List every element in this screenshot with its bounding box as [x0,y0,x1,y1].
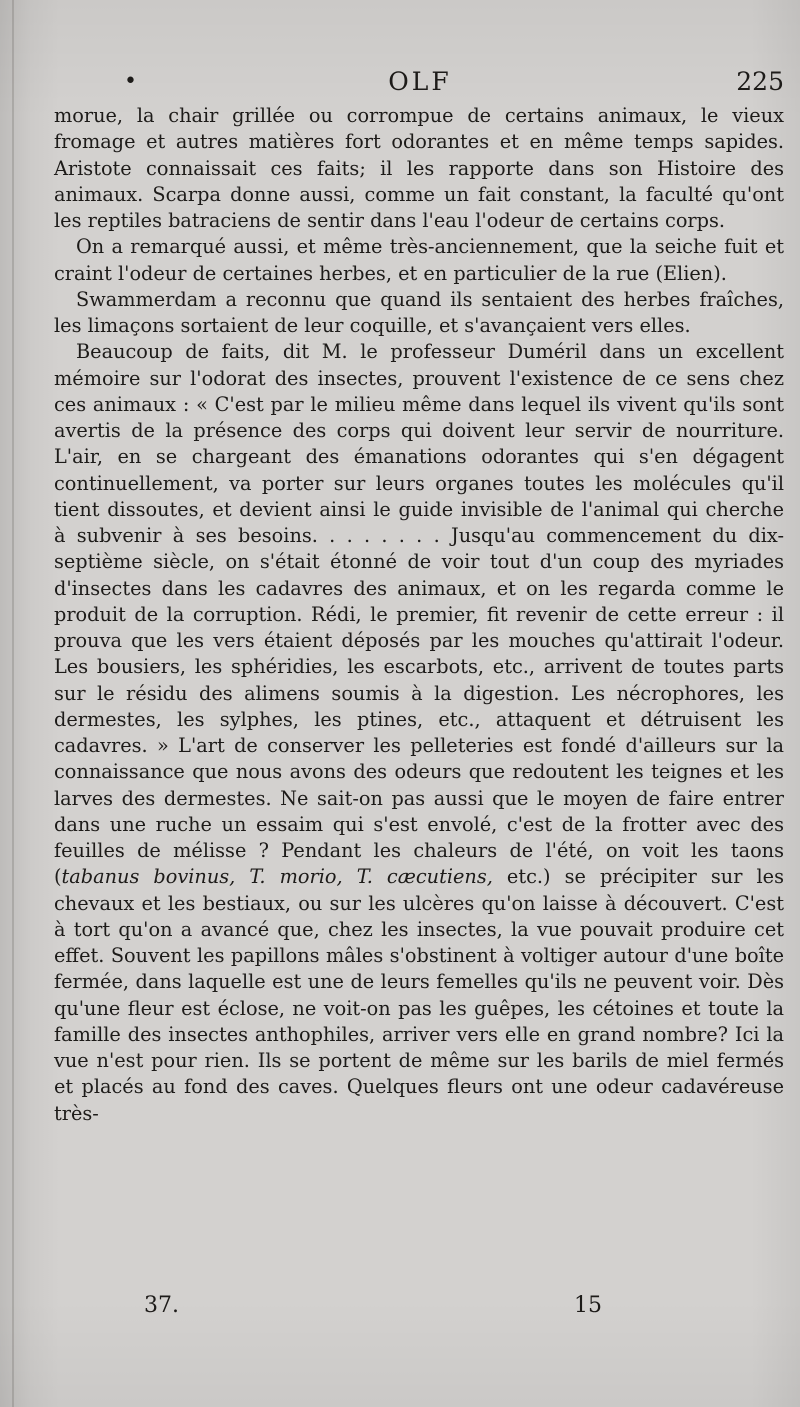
species-names-italic: tabanus bovinus, T. morio, T. cæcutiens, [61,865,493,889]
page-number: 225 [736,67,784,96]
page-footer [56,1288,784,1324]
paragraph-swammerdam: Swammerdam a reconnu que quand ils sentaient des herbes fraîches, les limaçons sortaient de leur coquille, et s'avançaient vers elles. [54,287,784,337]
paragraph-dumeril-text-before: Beaucoup de faits, dit M. le professeur Duméril dans un excellent mémoire sur l'odorat des insectes, prouvent l'existence de ce sens chez ces animaux : « C'est par le milieu même dans lequel ils vivent qu'ils sont avertis de la présence des corps qui doivent leur servir de nourriture. L'air, en se chargeant des émanations odorantes qui s'en dégagent continuellement, va porter sur leurs organes toutes les molécules qu'il tient dissoutes, et devient ainsi le guide invisible de l'animal qui cherche à subvenir à ses besoins. . . . . . . . Jusqu'au commencement du dix-septième siècle, on s'était étonné de voir tout d'un coup des myriades d'insectes dans les cadavres des animaux, et on les regarda comme le produit de la corruption. Rédi, le premier, fit revenir de cette erreur : il prouva que les vers étaient déposés par les mouches qu'attirait l'odeur. Les bousiers, les sphéridies, les escarbots, etc., arrivent de toutes parts sur le résidu des alimens soumis à la digestion. Les nécrophores, les dermestes, les sylphes, les ptines, etc., attaquent et détruisent les cadavres. » L'art de conserver les pelleteries est fondé d'ailleurs sur la connaissance que nous avons des odeurs que redoutent les teignes et les larves des dermestes. Ne sait-on pas aussi que le moyen de faire entrer dans une ruche un essaim qui s'est envolé, c'est de la frotter avec des feuilles de mélisse ? Pendant les chaleurs de l'été, on voit les taons ( [54,340,784,889]
paragraph-dumeril-text-after: etc.) se précipiter sur les chevaux et les bestiaux, ou sur les ulcères qu'on laisse à découvert. C'est à tort qu'on a avancé que, chez les insectes, la vue pouvait produire cet effet. Souvent les papillons mâles s'obstinent à voltiger autour d'une boîte fermée, dans laquelle est une de leurs femelles qu'ils ne peuvent voir. Dès qu'une fleur est éclose, ne voit-on pas les guêpes, les cétoines et toute la famille des insectes anthophiles, arriver vers elle en grand nombre? Ici la vue n'est pour rien. Ils se portent de même sur les barils de miel fermés et placés au fond des caves. Quelques fleurs ont une odeur cadavéreuse très- [54,865,784,1125]
paragraph-dumeril [54,339,784,1127]
paragraph-seiche: On a remarqué aussi, et même très-anciennement, que la seiche fuit et craint l'odeur de certaines herbes, et en particulier de la rue (Elien). [54,235,784,285]
paragraph-continuation: morue, la chair grillée ou corrompue de certains animaux, le vieux fromage et autres matières fort odorantes et en même temps sapides. Aristote connaissait ces faits; il les rapporte dans son Histoire des animaux. Scarpa donne aussi, comme un fait constant, la faculté qu'ont les reptiles batraciens de sentir dans l'eau l'odeur de certains corps. [54,104,784,232]
body-text [54,103,784,1127]
signature-mark-right: 15 [574,1293,602,1318]
page-header [56,62,784,102]
signature-mark-left: 37. [144,1293,179,1318]
header-bullet: • [124,69,137,94]
page-gutter-shadow [12,0,14,1407]
running-title: OLF [388,67,452,96]
